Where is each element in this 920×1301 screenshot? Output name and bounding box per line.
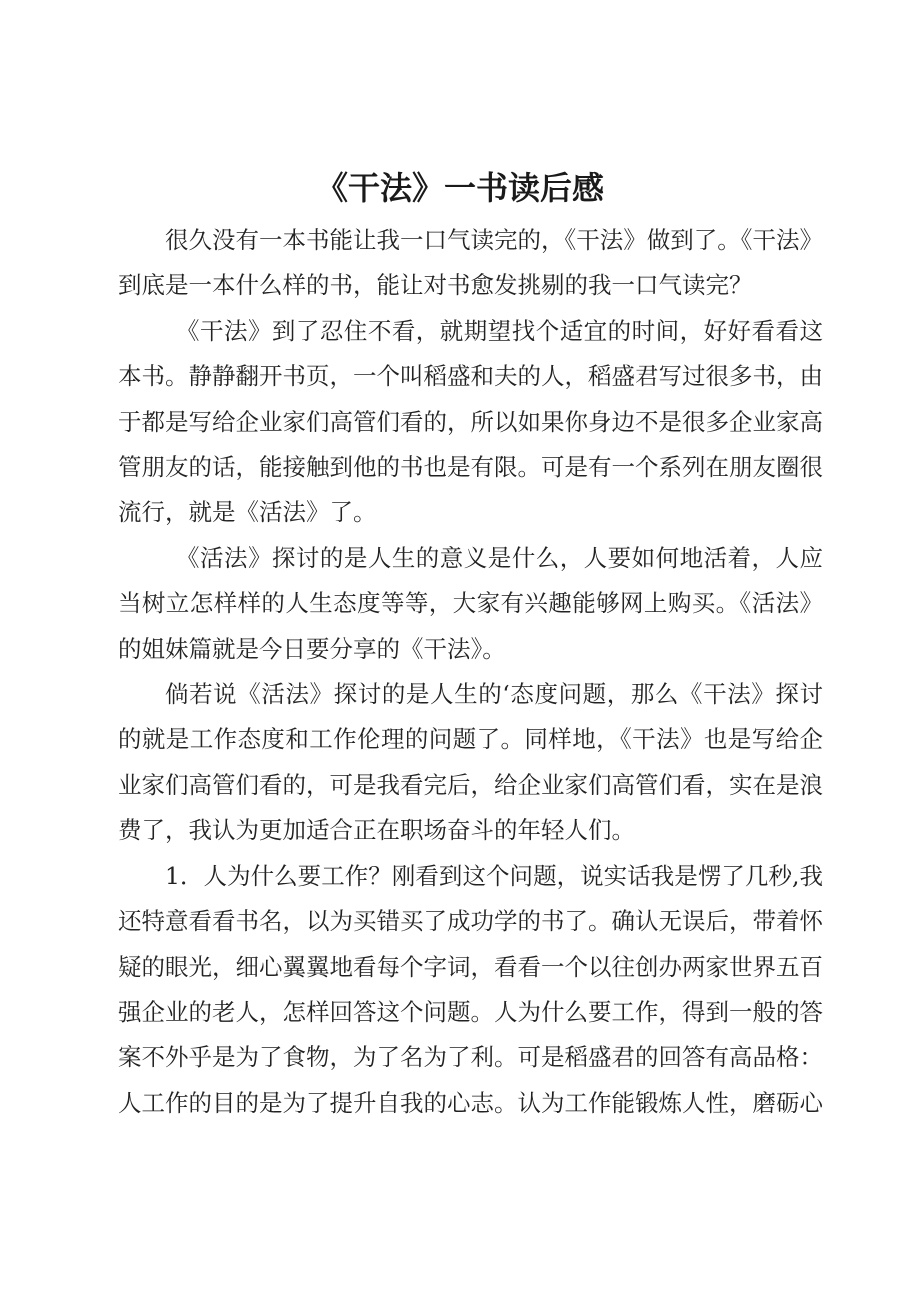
- paragraph-2: 《干法》到了忍住不看，就期望找个适宜的时间，好好看看这本书。静静翻开书页，一个叫稻盛和夫的人，稻盛君写过很多书，由于都是写给企业家们高管们看的，所以如果你身边不是很多企业家高管朋友的话，能接触到他的书也是有限。可是有一个系列在朋友圈很流行，就是《活法》了。: [118, 316, 823, 527]
- document-title: 《干法》一书读后感: [315, 169, 604, 207]
- paragraph-5: 1．人为什么要工作？刚看到这个问题，说实话我是愣了几秒,我还特意看看书名，以为买错买了成功学的书了。确认无误后，带着怀疑的眼光，细心翼翼地看每个字词，看看一个以往创办两家世界五百强企业的老人，怎样回答这个问题。人为什么要工作，得到一般的答案不外乎是为了食物，为了名为了利。可是稻盛君的回答有高品格：人工作的目的是为了提升自我的心志。认为工作能锻炼人性，磨砺心: [118, 861, 823, 1117]
- document-body: [118, 218, 823, 1126]
- paragraph-4: 倘若说《活法》探讨的是人生的‘态度问题，那么《干法》探讨的就是工作态度和工作伦理的问题了。同样地，《干法》也是写给企业家们高管们看的，可是我看完后，给企业家们高管们看，实在是浪费了，我认为更加适合正在职场奋斗的年轻人们。: [118, 680, 823, 845]
- paragraph-3: 《活法》探讨的是人生的意义是什么，人要如何地活着，人应当树立怎样样的人生态度等等，大家有兴趣能够网上购买。《活法》的姐妹篇就是今日要分享的《干法》。: [118, 543, 823, 663]
- paragraph-1: 很久没有一本书能让我一口气读完的，《干法》做到了。《干法》到底是一本什么样的书，能让对书愈发挑剔的我一口气读完？: [118, 226, 823, 300]
